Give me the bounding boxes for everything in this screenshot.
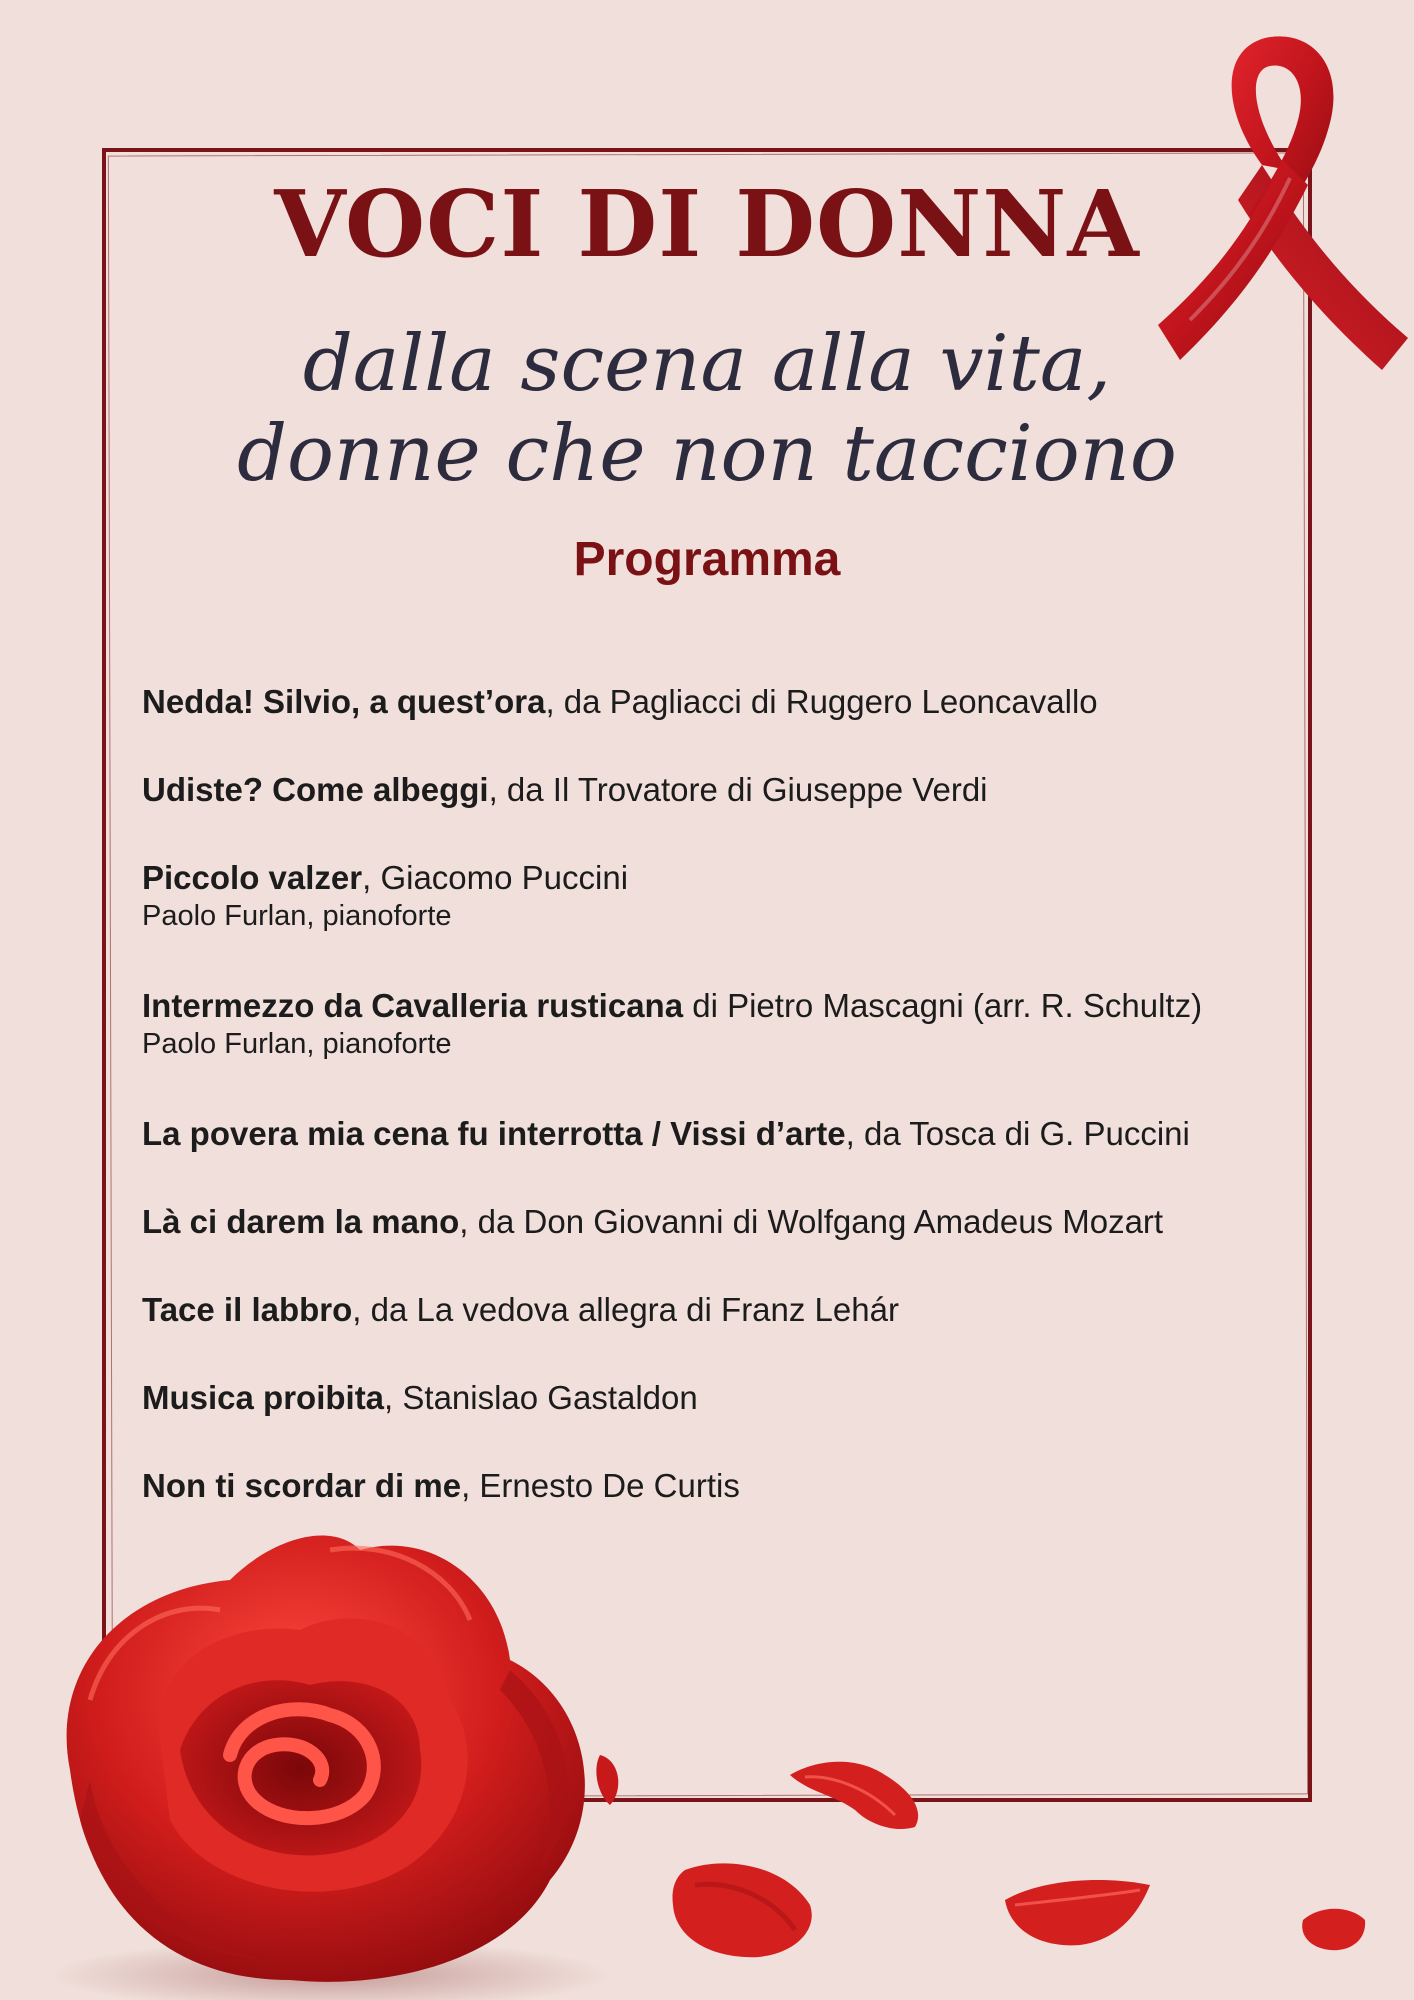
piece-title: Piccolo valzer bbox=[142, 859, 363, 896]
program-item bbox=[142, 858, 1282, 935]
piece-details: , da Tosca di G. Puccini bbox=[845, 1115, 1190, 1152]
program-item bbox=[142, 1378, 1282, 1418]
rose-petal-icon bbox=[590, 1750, 626, 1810]
piece-details: , da Il Trovatore di Giuseppe Verdi bbox=[488, 771, 988, 808]
subtitle-line-1: dalla scena alla vita, bbox=[302, 319, 1112, 409]
piece-title: Musica proibita bbox=[142, 1379, 385, 1416]
rose-petal-icon bbox=[785, 1755, 930, 1835]
piece-title: Là ci darem la mano bbox=[142, 1203, 460, 1240]
piece-details: , da Don Giovanni di Wolfgang Amadeus Mozart bbox=[459, 1203, 1164, 1240]
piece-details: , da La vedova allegra di Franz Lehár bbox=[352, 1291, 899, 1328]
program-item bbox=[142, 1114, 1282, 1154]
piece-details: , Stanislao Gastaldon bbox=[384, 1379, 698, 1416]
page-title: VOCI DI DONNA bbox=[274, 170, 1140, 278]
piece-details: , Giacomo Puccini bbox=[362, 859, 629, 896]
piece-title: Nedda! Silvio, a quest’ora bbox=[142, 683, 546, 720]
piece-title: Tace il labbro bbox=[142, 1291, 353, 1328]
program-heading: Programma bbox=[573, 533, 841, 586]
piece-title: La povera mia cena fu interrotta / Vissi d’arte bbox=[142, 1115, 846, 1152]
rose-petal-icon bbox=[1000, 1870, 1155, 1950]
piece-title: Udiste? Come albeggi bbox=[142, 771, 489, 808]
program-item bbox=[142, 770, 1282, 810]
program-item bbox=[142, 986, 1282, 1063]
subtitle-line-2: donne che non tacciono bbox=[237, 409, 1177, 499]
program-item bbox=[142, 682, 1282, 722]
performer-line: Paolo Furlan, pianoforte bbox=[142, 899, 452, 932]
performer-line: Paolo Furlan, pianoforte bbox=[142, 1027, 452, 1060]
program-item bbox=[142, 1290, 1282, 1330]
rose-petal-icon bbox=[1295, 1900, 1370, 1955]
rose-petal-icon bbox=[665, 1855, 820, 1965]
piece-title: Intermezzo da Cavalleria rusticana bbox=[142, 987, 684, 1024]
program-item bbox=[142, 1466, 1282, 1506]
piece-title: Non ti scordar di me bbox=[142, 1467, 462, 1504]
piece-details: , da Pagliacci di Ruggero Leoncavallo bbox=[545, 683, 1098, 720]
piece-details: di Pietro Mascagni (arr. R. Schultz) bbox=[683, 987, 1203, 1024]
piece-details: , Ernesto De Curtis bbox=[461, 1467, 740, 1504]
program-item bbox=[142, 1202, 1282, 1242]
